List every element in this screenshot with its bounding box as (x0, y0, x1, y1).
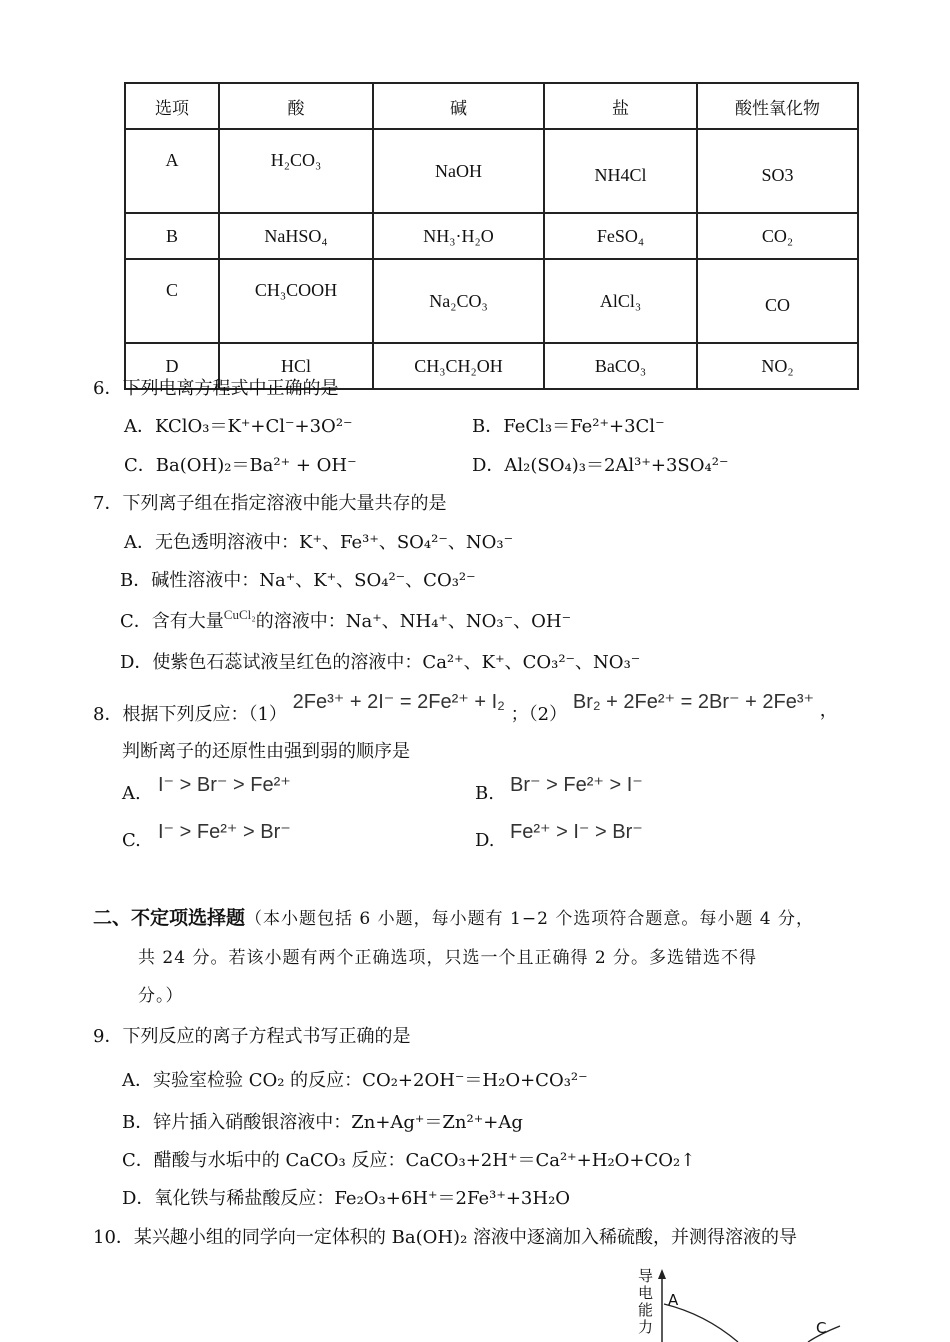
table-cell: SO3 (697, 129, 858, 213)
table-cell: A (125, 129, 219, 213)
question-10-stem: 10．某兴趣小组的同学向一定体积的 Ba(OH)₂ 溶液中逐滴加入稀硫酸，并测得溶液的导 (93, 1227, 798, 1248)
table-cell: NaHSO₄ (219, 213, 373, 259)
table-cell: CO (697, 259, 858, 343)
table-cell: NH4Cl (544, 129, 697, 213)
table-cell: NO₂ (697, 343, 858, 389)
table-cell: HCl (219, 343, 373, 389)
table-row (125, 129, 858, 213)
question-6-option-a[interactable]: A．KClO₃＝K⁺+Cl⁻+3O²⁻ (124, 416, 353, 437)
table-header: 盐 (544, 83, 697, 129)
table-cell: NaOH (373, 129, 544, 213)
question-8-option-d[interactable]: Fe²⁺ > I⁻ > Br⁻ (510, 821, 643, 843)
question-7-option-b[interactable]: B．碱性溶液中：Na⁺、K⁺、SO₄²⁻、CO₃²⁻ (120, 570, 476, 591)
point-a-label: A (668, 1291, 679, 1309)
y-label-char: 能 (638, 1301, 654, 1319)
question-9-option-a[interactable]: A．实验室检验 CO₂ 的反应：CO₂+2OH⁻＝H₂O+CO₃²⁻ (122, 1070, 588, 1091)
q8-stem-prefix: 8．根据下列反应：（1） (93, 704, 287, 725)
question-7-option-c[interactable] (120, 607, 571, 633)
question-8-option-a-label: A. (122, 783, 141, 804)
question-9-option-c[interactable]: C．醋酸与水垢中的 CaCO₃ 反应：CaCO₃+2H⁺＝Ca²⁺+H₂O+CO₂↑ (122, 1150, 696, 1171)
q8-equation-1: 2Fe³⁺ + 2I⁻ = 2Fe²⁺ + I₂ (292, 691, 505, 713)
table-cell: CH₃COOH (219, 259, 373, 343)
question-8-stem (93, 688, 838, 725)
table-header-row (125, 83, 858, 129)
question-7-option-a[interactable]: A．无色透明溶液中：K⁺、Fe³⁺、SO₄²⁻、NO₃⁻ (124, 532, 514, 553)
question-6-option-c[interactable]: C．Ba(OH)₂＝Ba²⁺ + OH⁻ (124, 455, 357, 476)
question-6-option-b[interactable]: B．FeCl₃＝Fe²⁺+3Cl⁻ (472, 416, 665, 437)
question-8-option-d-label: D. (475, 830, 495, 851)
table-cell: AlCl₃ (544, 259, 697, 343)
question-8-stem-2: 判断离子的还原性由强到弱的顺序是 (122, 741, 410, 762)
y-axis-arrow (658, 1269, 666, 1279)
table-cell: B (125, 213, 219, 259)
y-label-char: 电 (638, 1284, 654, 1302)
question-7-stem: 7．下列离子组在指定溶液中能大量共存的是 (93, 493, 447, 514)
question-8-option-c[interactable]: I⁻ > Fe²⁺ > Br⁻ (158, 821, 291, 843)
option-c-suffix: 的溶液中：Na⁺、NH₄⁺、NO₃⁻、OH⁻ (255, 611, 572, 632)
table-cell: Na₂CO₃ (373, 259, 544, 343)
question-9-option-b[interactable]: B．锌片插入硝酸银溶液中：Zn+Ag⁺＝Zn²⁺+Ag (122, 1112, 523, 1133)
table-cell: H₂CO₃ (219, 129, 373, 213)
y-label-char: 导 (638, 1267, 654, 1285)
table-cell: CO₂ (697, 213, 858, 259)
cucl2-formula: CuCl₂ (223, 607, 256, 622)
table-header: 选项 (125, 83, 219, 129)
table-cell: C (125, 259, 219, 343)
section-2-note-3: 分。） (138, 986, 184, 1006)
section-2-title: 二、不定项选择题 (93, 907, 246, 929)
table-cell: D (125, 343, 219, 389)
table-cell: BaCO₃ (544, 343, 697, 389)
q8-comma: ， (819, 700, 838, 721)
curve-descending (664, 1304, 738, 1342)
table-row (125, 259, 858, 343)
point-c-label: C (816, 1319, 827, 1337)
section-2-note-1: （本小题包括 6 小题，每小题有 1−2 个选项符合题意。每小题 4 分， (245, 909, 814, 929)
question-9-option-d[interactable]: D．氧化铁与稀盐酸反应：Fe₂O₃+6H⁺＝2Fe³⁺+3H₂O (122, 1188, 571, 1209)
y-label-char: 力 (638, 1318, 654, 1336)
table-header: 酸 (219, 83, 373, 129)
question-7-option-d[interactable]: D．使紫色石蕊试液呈红色的溶液中：Ca²⁺、K⁺、CO₃²⁻、NO₃⁻ (120, 652, 641, 673)
question-8-option-b[interactable]: Br⁻ > Fe²⁺ > I⁻ (510, 774, 643, 796)
q8-equation-2: Br₂ + 2Fe²⁺ = 2Br⁻ + 2Fe³⁺ (572, 691, 815, 713)
section-2-note-2: 共 24 分。若该小题有两个正确选项，只选一个且正确得 2 分。多选错选不得 (138, 948, 758, 968)
option-c-prefix: C．含有大量 (120, 611, 224, 632)
question-6-option-d[interactable]: D．Al₂(SO₄)₃＝2Al³⁺+3SO₄²⁻ (472, 455, 729, 476)
table-header: 酸性氧化物 (697, 83, 858, 129)
table-cell: NH₃·H₂O (373, 213, 544, 259)
question-9-stem: 9．下列反应的离子方程式书写正确的是 (93, 1026, 411, 1047)
section-2-header (93, 903, 814, 930)
q8-separator: ；（2） (510, 704, 568, 725)
question-8-option-c-label: C. (122, 830, 141, 851)
table-cell: FeSO₄ (544, 213, 697, 259)
classification-table (124, 82, 859, 390)
table-cell: CH₃CH₂OH (373, 343, 544, 389)
question-8-option-a[interactable]: I⁻ > Br⁻ > Fe²⁺ (158, 774, 291, 796)
question-8-option-b-label: B. (475, 783, 494, 804)
question-6-stem: 6．下列电离方程式中正确的是 (93, 378, 339, 399)
table-row (125, 213, 858, 259)
table-header: 碱 (373, 83, 544, 129)
